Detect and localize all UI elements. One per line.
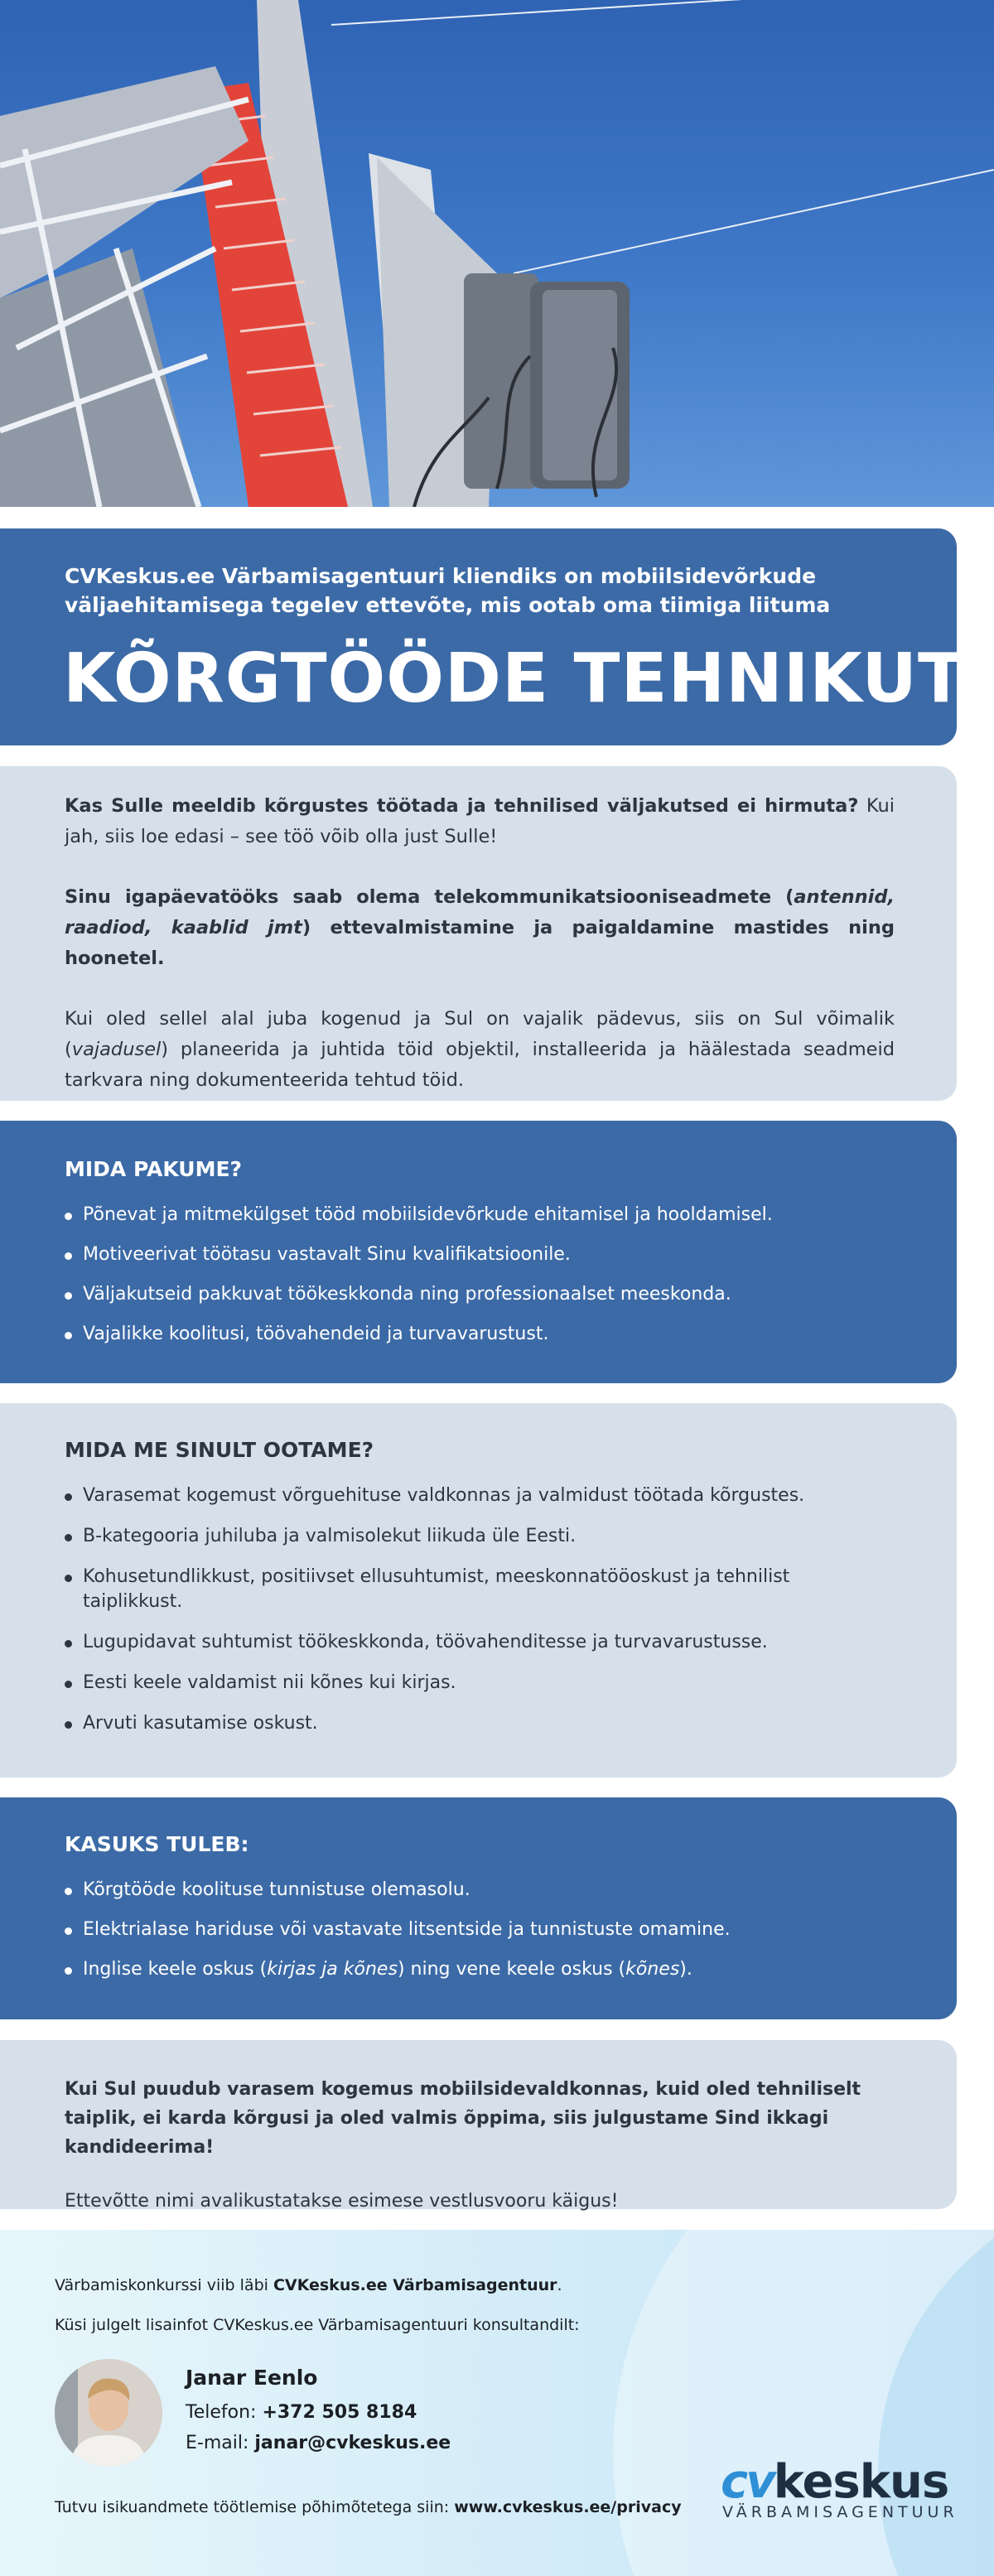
title-subtitle: CVKeskus.ee Värbamisagentuuri kliendiks on mobiilsidevõrkude väljaehitamisega tegelev ettevõte, mis ootab oma tiimiga liituma <box>65 564 831 617</box>
logo-cv: cv <box>721 2455 774 2509</box>
list-item: Kohusetundlikkust, positiivset ellusuhtumist, meeskonnatööoskust ja tehnilist taiplikkust. <box>65 1565 895 1614</box>
agency-line: Värbamiskonkurssi viib läbi CVKeskus.ee Värbamisagentuur. <box>55 2276 562 2294</box>
contact-footer <box>0 2230 994 2576</box>
offer-section <box>0 1121 957 1383</box>
consultant-phone: Telefon: +372 505 8184 <box>186 2402 417 2423</box>
list-item: Väljakutseid pakkuvat töökeskkonda ning professionaalset meeskonda. <box>65 1282 895 1307</box>
telecom-tower-illustration <box>0 0 994 507</box>
logo-tagline: VÄRBAMISAGENTUUR <box>722 2503 958 2521</box>
expectations-section <box>0 1403 957 1778</box>
offer-list <box>65 1203 895 1347</box>
expectations-heading: MIDA ME SINULT OOTAME? <box>65 1438 374 1462</box>
list-item: Inglise keele oskus (kirjas ja kõnes) ning vene keele oskus (kõnes). <box>65 1957 895 1982</box>
consultant-name: Janar Eenlo <box>186 2366 318 2390</box>
hero-photo <box>0 0 994 507</box>
bonus-list <box>65 1878 895 1982</box>
list-item: Arvuti kasutamise oskust. <box>65 1711 895 1736</box>
list-item: B-kategooria juhiluba ja valmisolekut liikuda üle Eesti. <box>65 1524 895 1549</box>
agency-name: CVKeskus.ee Värbamisagentuur <box>273 2276 557 2294</box>
job-title: KÕRGTÖÖDE TEHNIKUT <box>63 639 965 718</box>
company-name-note: Ettevõtte nimi avalikustatakse esimese vestlusvooru käigus! <box>65 2191 619 2212</box>
bonus-heading: KASUKS TULEB: <box>65 1832 249 1856</box>
equipment-examples: antennid, raadiod, kaablid jmt <box>65 886 895 938</box>
list-item: Vajalikke koolitusi, töövahendeid ja turvavarustust. <box>65 1322 895 1347</box>
phone-number[interactable]: +372 505 8184 <box>262 2402 417 2423</box>
email-link[interactable]: janar@cvkeskus.ee <box>254 2433 451 2453</box>
intro-card <box>0 766 957 1101</box>
intro-paragraph-2: Sinu igapäevatööks saab olema telekommunikatsiooniseadmete (antennid, raadiod, kaablid jmt) ettevalmistamine ja paigaldamine mastides ning hoonetel. <box>65 886 895 969</box>
bonus-section <box>0 1797 957 2019</box>
intro-paragraph-3: Kui oled sellel alal juba kogenud ja Sul on vajalik pädevus, siis on Sul võimalik (vajadusel) planeerida ja juhtida töid objektil, installeerida ja häälestada seadmeid tarkvara ning dokumenteerida tehtud töid. <box>65 1008 895 1091</box>
consultant-email: E-mail: janar@cvkeskus.ee <box>186 2433 451 2453</box>
title-card <box>0 528 965 745</box>
list-item: Varasemat kogemust võrguehituse valdkonnas ja valmidust töötada kõrgustes. <box>65 1483 895 1508</box>
offer-heading: MIDA PAKUME? <box>65 1157 243 1181</box>
intro-answer: Kui jah, siis loe edasi – see töö võib olla just Sulle! <box>65 795 895 847</box>
cvkeskus-logo <box>721 2455 948 2509</box>
expectations-list <box>65 1483 895 1736</box>
logo-word: keskus <box>773 2455 949 2509</box>
list-item: Eesti keele valdamist nii kõnes kui kirjas. <box>65 1671 895 1696</box>
list-item: Lugupidavat suhtumist töökeskkonda, töövahenditesse ja turvavarustusse. <box>65 1630 895 1655</box>
consultant-avatar <box>55 2359 162 2467</box>
privacy-link[interactable]: www.cvkeskus.ee/privacy <box>454 2498 682 2516</box>
list-item: Motiveerivat töötasu vastavalt Sinu kvalifikatsioonile. <box>65 1242 895 1267</box>
closing-card <box>0 2040 957 2212</box>
intro-paragraph-1 <box>65 791 895 852</box>
encouragement-text: Kui Sul puudub varasem kogemus mobiilsidevaldkonnas, kuid oled tehniliselt taiplik, ei karda kõrgusi ja oled valmis õppima, siis julgustame Sind ikkagi kandideerima! <box>65 2079 861 2158</box>
list-item: Kõrgtööde koolituse tunnistuse olemasolu. <box>65 1878 895 1903</box>
list-item: Elektrialase hariduse või vastavate litsentside ja tunnistuste omamine. <box>65 1918 895 1942</box>
privacy-line: Tutvu isikuandmete töötlemise põhimõtetega siin: www.cvkeskus.ee/privacy <box>55 2498 682 2516</box>
list-item: Põnevat ja mitmekülgset tööd mobiilsidevõrkude ehitamisel ja hooldamisel. <box>65 1203 895 1228</box>
consultant-intro: Küsi julgelt lisainfot CVKeskus.ee Värbamisagentuuri konsultandilt: <box>55 2316 580 2334</box>
intro-question: Kas Sulle meeldib kõrgustes töötada ja tehnilised väljakutsed ei hirmuta? <box>65 795 859 817</box>
